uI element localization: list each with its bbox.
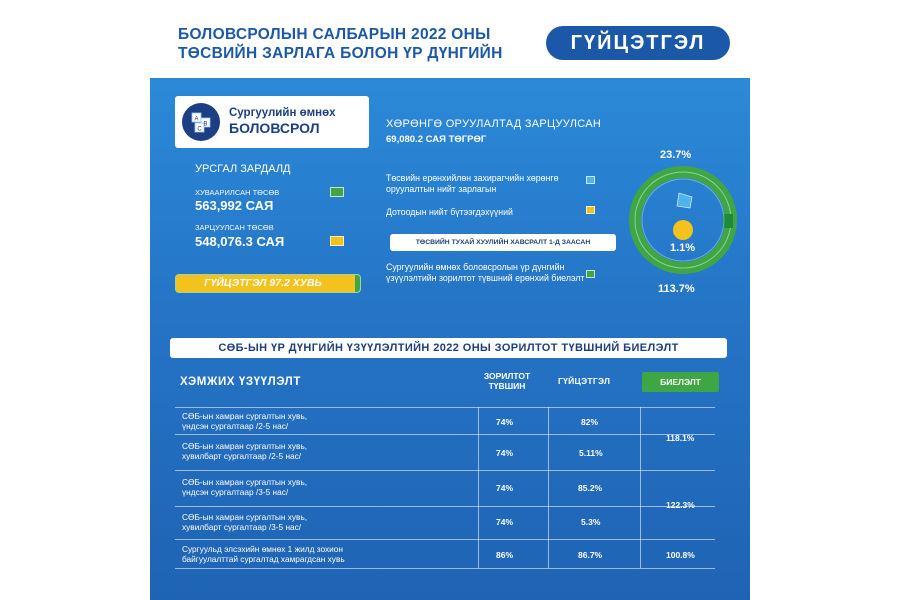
table-row-divider [175, 568, 715, 569]
pct-execution: 113.7% [658, 283, 695, 295]
column-measure: ХЭМЖИХ ҮЗҮҮЛЭЛТ [180, 376, 301, 388]
row-1-line-1: СӨБ-ын хамран сургалтын хувь, [182, 411, 308, 421]
info-panel [150, 78, 750, 600]
spent-budget-value: 548,076.3 САЯ [195, 234, 285, 249]
performance-progress-bar [175, 274, 361, 293]
execution-group-3: 100.8% [666, 550, 695, 560]
row-5-line-1: Сургуульд элсэхийн өмнөх 1 жилд зохион [182, 544, 343, 554]
row-5-line-2: байгуулалттай сургалтад хамрагдсан хувь [182, 554, 345, 564]
performance-label: ГҮЙЦЭТГЭЛ 97.2 ХУВЬ [204, 277, 322, 289]
row-2-line-2: хувилбарт сургалтаар /2-5 нас/ [182, 451, 302, 461]
table-row-divider [175, 506, 715, 507]
table-col-divider [640, 407, 641, 568]
table-row-divider [175, 407, 715, 408]
execution-group-1: 118.1% [666, 433, 695, 443]
row-5-actual: 86.7% [578, 550, 603, 560]
table-row-measure [182, 441, 307, 461]
row-4-actual: 5.3% [581, 517, 601, 527]
spent-budget-label: ЗАРЦУУЛСАН ТӨСӨВ [195, 223, 274, 232]
row-5-target: 86% [496, 550, 514, 560]
row-3-line-1: СӨБ-ын хамран сургалтын хувь, [182, 477, 308, 487]
table-row-measure [182, 477, 307, 497]
title-line-2: ТӨСВИЙН ЗАРЛАГА БОЛОН ҮР ДҮНГИЙН [178, 45, 503, 62]
legend-swatch-yellow [586, 206, 595, 214]
column-target [482, 371, 532, 391]
title-line-1: БОЛОВСРОЛЫН САЛБАРЫН 2022 ОНЫ [178, 26, 491, 43]
table-col-divider [478, 407, 479, 568]
column-execution: БИЕЛЭЛТ [642, 372, 719, 392]
legend-investment-share: Төсвийн ерөнхийлөн захирагчийн хөрөнгө оруулалтын нийт зарлагын [386, 173, 559, 194]
row-3-target: 74% [496, 483, 514, 493]
svg-text:A: A [194, 116, 199, 123]
pct-gdp: 1.1% [670, 242, 696, 254]
table-heading-bold: БИЕЛЭЛТ [623, 342, 679, 354]
allocated-budget-value: 563,992 САЯ [195, 198, 274, 213]
row-3-actual: 85.2% [578, 483, 603, 493]
investment-heading: ХӨРӨНГӨ ОРУУЛАЛТАД ЗАРЦУУЛСАН [386, 118, 602, 130]
allocated-budget-label: ХУВААРИЛСАН ТӨСӨВ [195, 188, 280, 197]
column-target-line-2: ТҮВШИН [488, 381, 526, 391]
table-col-divider [548, 407, 549, 568]
page-title [178, 25, 538, 63]
table-row-measure [182, 512, 307, 532]
legend-swatch-green [586, 270, 595, 278]
investment-value: 69,080.2 САЯ ТӨГРӨГ [386, 134, 487, 145]
row-1-target: 74% [496, 417, 514, 427]
legend-gdp: Дотоодын нийт бүтээгдэхүүний [386, 207, 513, 217]
table-row-divider [175, 539, 715, 540]
table-heading-main: СӨБ-ЫН ҮР ДҮНГИЙН ҮЗҮҮЛЭЛТИЙН 2022 ОНЫ ЗОРИЛТОТ ТҮВШНИЙ [218, 342, 624, 354]
row-4-target: 74% [496, 517, 514, 527]
table-heading [170, 338, 727, 358]
column-actual: ГҮЙЦЭТГЭЛ [558, 376, 611, 386]
row-4-line-2: хувилбарт сургалтаар /3-5 нас/ [182, 522, 302, 532]
column-target-line-1: ЗОРИЛТОТ [483, 371, 531, 381]
row-2-target: 74% [496, 448, 514, 458]
row-4-line-1: СӨБ-ын хамран сургалтын хувь, [182, 512, 308, 522]
sector-title-line-2: БОЛОВСРОЛ [229, 120, 320, 136]
svg-text:C: C [197, 126, 202, 133]
table-row-divider [175, 470, 715, 471]
current-expenses-heading: УРСГАЛ ЗАРДАЛД [195, 163, 291, 175]
row-2-actual: 5.11% [579, 448, 603, 458]
investment-donut-chart [627, 164, 739, 276]
legend-target-execution: Сургуулийн өмнөх боловсролын үр дүнгийн үзүүлэлтийн зорилтот түвшний ерөнхий биелэлт [386, 262, 585, 283]
execution-group-2: 122.3% [666, 500, 695, 510]
allocated-legend-swatch [330, 187, 344, 197]
svg-text:B: B [203, 121, 208, 128]
abc-blocks-icon [182, 103, 220, 141]
sector-title [229, 106, 367, 136]
sector-card [175, 96, 369, 148]
row-3-line-2: үндсэн сургалтаар /3-5 нас/ [182, 487, 289, 497]
gdp-share-circle [673, 220, 693, 240]
row-1-actual: 82% [581, 417, 599, 427]
legend-swatch-blue [586, 176, 595, 184]
table-row-divider [175, 434, 715, 435]
sector-title-line-1: Сургуулийн өмнөх [229, 107, 336, 119]
row-1-line-2: үндсэн сургалтаар /2-5 нас/ [182, 421, 289, 431]
table-row-measure [182, 411, 307, 431]
title-badge: ГҮЙЦЭТГЭЛ [546, 26, 730, 60]
pct-investment-share: 23.7% [660, 149, 692, 161]
execution-overflow-segment [723, 214, 733, 228]
spent-legend-swatch [330, 236, 344, 246]
table-row-measure [182, 544, 345, 564]
row-2-line-1: СӨБ-ын хамран сургалтын хувь, [182, 441, 308, 451]
law-note: ТӨСВИЙН ТУХАЙ ХУУЛИЙН ХАВСРАЛТ 1-Д ЗААСАН [390, 234, 616, 251]
investment-share-slice [677, 193, 692, 208]
